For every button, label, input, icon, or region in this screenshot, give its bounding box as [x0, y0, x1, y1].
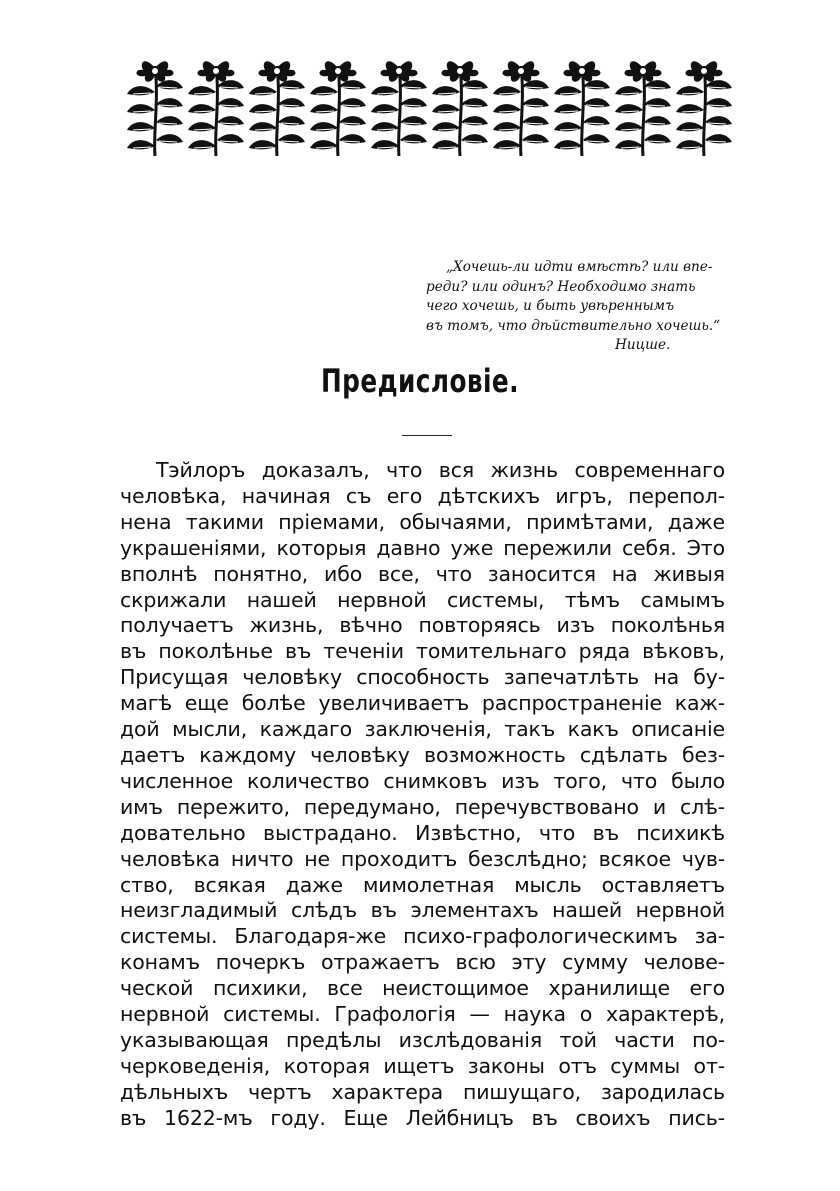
text-line: имъ пережито, передумано, перечувствовано и слѣ-	[120, 794, 725, 819]
text-line: ческой психики, все неистощимое хранилище его	[120, 976, 725, 1001]
text-line: нена такими пріемами, обычаями, примѣтами, даже	[120, 509, 725, 534]
floral-ornament-header	[125, 52, 735, 160]
text-line: Присущая человѣку способность запечатлѣть на бу-	[120, 665, 725, 690]
text-line: черковеденія, которая ищетъ законы отъ суммы от-	[120, 1053, 725, 1078]
text-line: въ 1622-мъ году. Еще Лейбницъ въ своихъ пись-	[120, 1105, 725, 1130]
text-line: въ поколѣнье въ теченіи томительнаго ряда вѣковъ,	[120, 639, 725, 664]
text-line: системы. Благодаря-же психо-графологическимъ за-	[120, 924, 725, 949]
text-line: конамъ почеркъ отражаетъ всю эту сумму челове-	[120, 950, 725, 975]
text-line: даетъ каждому человѣку возможность сдѣлать без-	[120, 742, 725, 767]
text-line: дой мысли, каждаго заключенія, такъ какъ описаніе	[120, 717, 725, 742]
text-line: магѣ еще болѣе увеличиваетъ распространеніе каж-	[120, 691, 725, 716]
epigraph-line: „Хочешь-ли идти вмѣстѣ? или впе-	[446, 259, 713, 275]
text-line: нервной системы. Графологія — наука о характерѣ,	[120, 1002, 725, 1027]
text-line: вполнѣ понятно, ибо все, что заносится на живыя	[120, 561, 725, 586]
text-line: человѣка ничто не проходитъ безслѣдно; всякое чув-	[120, 846, 725, 871]
text-line: скрижали нашей нервной системы, тѣмъ самымъ	[120, 587, 725, 612]
page-title: Предисловіе.	[321, 362, 519, 400]
title-divider	[402, 435, 452, 436]
text-line: человѣка, начиная съ его дѣтскихъ игръ, перепол-	[120, 483, 725, 508]
text-line: указывающая предѣлы изслѣдованія той части по-	[120, 1027, 725, 1052]
text-line: неизгладимый слѣдъ въ элементахъ нашей нервной	[120, 898, 725, 923]
text-line: довательно выстрадано. Извѣстно, что въ психикѣ	[120, 820, 725, 845]
epigraph-line: реди? или одинъ? Необходимо знать	[426, 278, 696, 295]
text-line: украшеніями, которыя давно уже пережили себя. Это	[120, 535, 725, 560]
epigraph	[410, 258, 730, 356]
epigraph-author: Ницше.	[615, 337, 671, 354]
text-line: Тэйлоръ доказалъ, что вся жизнь современнаго	[156, 458, 725, 482]
epigraph-line: чего хочешь, и быть увѣреннымъ	[426, 298, 675, 315]
text-line: дѣльныхъ чертъ характера пишущаго, зародилась	[120, 1079, 725, 1104]
epigraph-line: въ томъ, что дѣйствительно хочешь.“	[426, 317, 721, 334]
text-line: ство, всякая даже мимолетная мысль оставляетъ	[120, 872, 725, 897]
text-line: получаетъ жизнь, вѣчно повторяясь изъ поколѣнья	[120, 613, 725, 638]
body-text	[120, 458, 725, 1132]
text-line: численное количество снимковъ изъ того, что было	[120, 768, 725, 793]
